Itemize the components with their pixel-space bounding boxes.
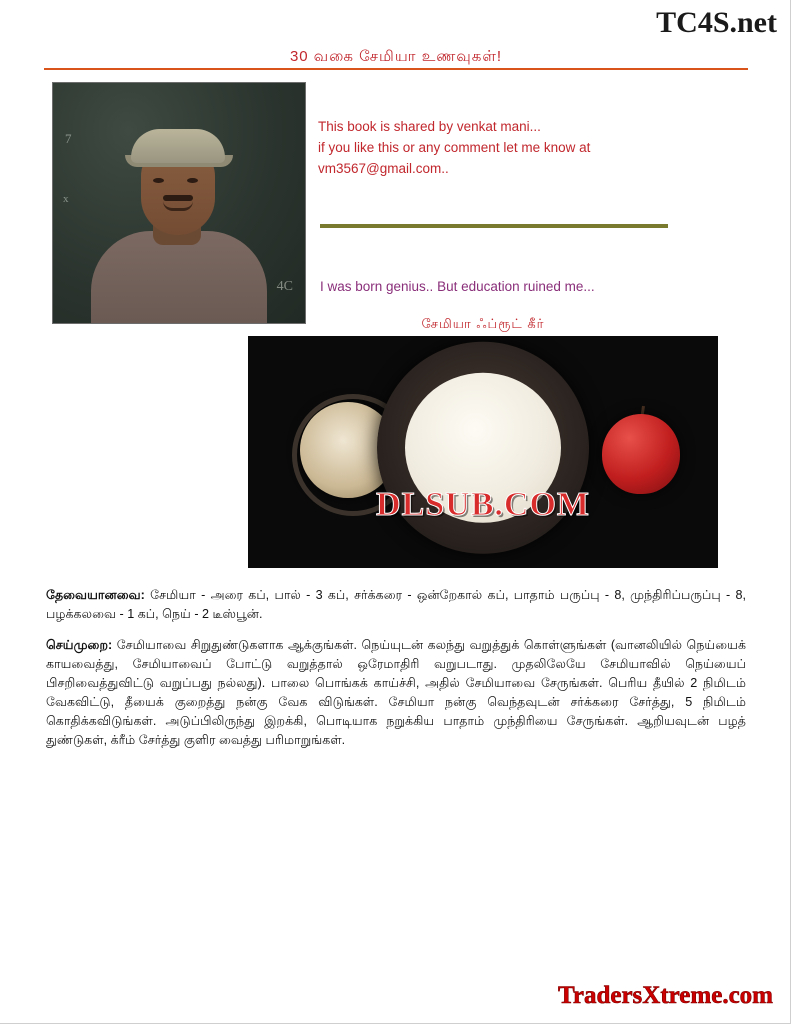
olive-divider bbox=[320, 224, 668, 228]
chalk-mark-3: 4C bbox=[276, 279, 293, 294]
ingredients-label: தேவையானவை: bbox=[46, 588, 145, 602]
ingredients-text: சேமியா - அரை கப், பால் - 3 கப், சர்க்கரை - ஒன்றேகால் கப், பாதாம் பருப்பு - 8, முந்திரிப்பருப்பு - 8, பழக்கலவை - 1 கப், நெய் - 2 டீஸ்பூன். bbox=[46, 588, 746, 621]
sharing-note bbox=[318, 116, 738, 179]
person-figure bbox=[91, 123, 267, 323]
method-label: செய்முறை: bbox=[46, 638, 113, 652]
method-text: சேமியாவை சிறுதுண்டுகளாக ஆக்குங்கள். நெய்யுடன் கலந்து வறுத்துக் கொள்ளுங்கள் (வானலியில் நெய்யைக் காயவைத்து, சேமியாவைப் போட்டு வறுத்தால் ஒரேமாதிரி வறுபடாது. முதலிலேயே சேமியாவில் நெய்யைப் பிசறிவைத்துவிட்டு வறுப்பது நல்லது). பாலை பொங்கக் காய்ச்சி, அதில் சேமியாவை சேருங்கள். பெரிய தீயில் 2 நிமிடம் வேகவிட்டு, தீயைக் குறைத்து நன்கு வேக விடுங்கள். சேமியா நன்கு வெந்தவுடன் சர்க்கரை சேர்த்து, 5 நிமிடம் கொதிக்கவிடுங்கள். அடுப்பிலிருந்து இறக்கி, பொடியாக நறுக்கிய பாதாம் முந்திரியை சேருங்கள். ஆறியவுடன் பழத் துண்டுகள், க்ரீம் சேர்த்து குளிர வைத்து பரிமாறுங்கள். bbox=[46, 638, 746, 747]
chalk-mark-1: 7 bbox=[65, 131, 72, 146]
chalk-mark-2: x bbox=[63, 193, 69, 205]
apple bbox=[602, 414, 680, 494]
method-paragraph bbox=[46, 636, 746, 750]
sharing-note-line-1: This book is shared by venkat mani... bbox=[318, 119, 541, 134]
person-cap bbox=[131, 129, 225, 163]
page-title: 30 வகை சேமியா உணவுகள்! bbox=[289, 48, 503, 65]
dish-photo bbox=[248, 336, 718, 568]
ingredients-paragraph bbox=[46, 586, 746, 624]
author-quote: I was born genius.. But education ruined me... bbox=[320, 279, 595, 294]
watermark-bottom-right: TradersXtreme.com bbox=[558, 982, 773, 1009]
sharing-note-email: vm3567@gmail.com.. bbox=[318, 161, 449, 176]
person-eye-right bbox=[187, 178, 198, 183]
watermark-image-overlay: DLSUB.COM bbox=[376, 486, 590, 523]
title-divider bbox=[44, 68, 748, 70]
dish-title: சேமியா ஃப்ரூட் கீர் bbox=[421, 316, 545, 331]
sharing-note-line-2: if you like this or any comment let me know at bbox=[318, 140, 591, 155]
author-photo bbox=[52, 82, 306, 324]
person-eye-left bbox=[153, 178, 164, 183]
document-title-bar bbox=[44, 48, 748, 70]
watermark-top-right: TC4S.net bbox=[656, 6, 777, 39]
